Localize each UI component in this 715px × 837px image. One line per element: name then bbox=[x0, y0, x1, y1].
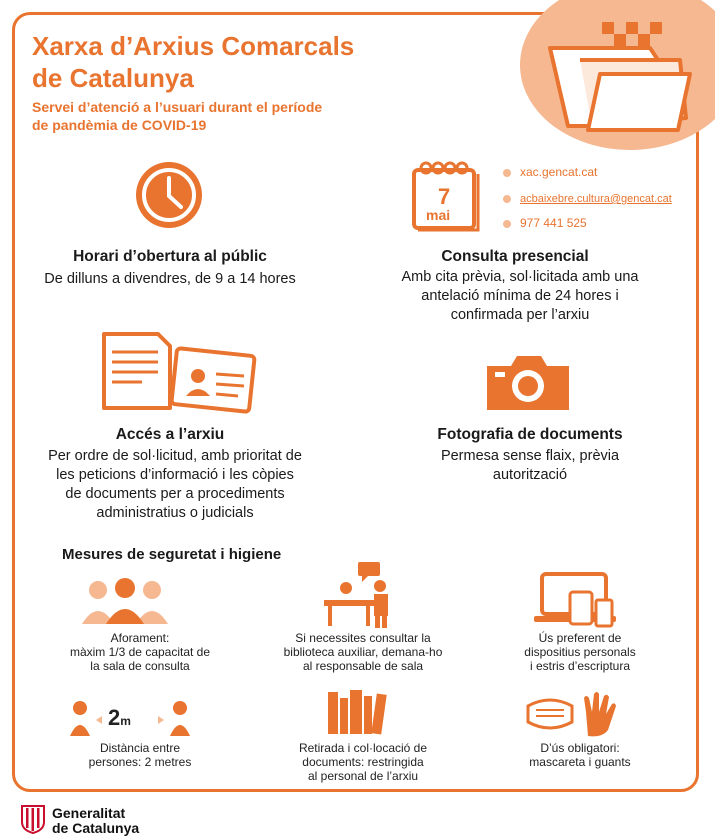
text-line: dispositius personals bbox=[524, 645, 636, 659]
title-line: de Catalunya bbox=[32, 63, 194, 93]
title-line: Xarxa d’Arxius Comarcals bbox=[32, 31, 355, 61]
calendar-month: mai bbox=[426, 207, 451, 223]
retirada-text bbox=[268, 741, 458, 783]
distance-number: 2 bbox=[108, 705, 121, 730]
calendar-icon bbox=[408, 160, 488, 235]
calendar-day: 7 bbox=[438, 184, 451, 209]
text-line: les peticions d’informació i les còpies bbox=[56, 467, 294, 483]
bullet-icon bbox=[503, 195, 511, 203]
generalitat-logo-icon bbox=[20, 804, 46, 834]
text-line: autorització bbox=[492, 467, 568, 483]
text-line: Si necessites consultar la bbox=[295, 631, 431, 645]
documents-id-icon bbox=[98, 330, 258, 415]
fotografia-title: Fotografia de documents bbox=[437, 426, 623, 443]
people-group-icon bbox=[82, 578, 168, 626]
text-line: documents: restringida bbox=[302, 755, 424, 769]
horari-text: De dilluns a divendres, de 9 a 14 hores bbox=[44, 271, 296, 287]
consulta-title: Consulta presencial bbox=[441, 248, 589, 265]
clock-icon bbox=[134, 160, 204, 230]
subtitle-line: Servei d’atenció a l’usuari durant el període bbox=[32, 99, 323, 115]
mascareta-text bbox=[490, 741, 670, 769]
text-line: persones: 2 metres bbox=[88, 755, 192, 769]
acces-text bbox=[20, 447, 330, 523]
camera-icon bbox=[483, 352, 573, 412]
text-line: Retirada i col·locació de bbox=[298, 741, 428, 755]
text-line: Aforament: bbox=[110, 631, 170, 645]
text-line: i estris d’escriptura bbox=[529, 659, 631, 673]
aforament-text bbox=[50, 631, 230, 673]
text-line: Ús preferent de bbox=[538, 631, 622, 645]
distance-unit: m bbox=[120, 714, 131, 728]
contact-phone bbox=[503, 216, 587, 230]
text-line: D’ús obligatori: bbox=[540, 741, 620, 755]
mask-gloves-icon bbox=[524, 690, 634, 738]
subtitle-line: de pandèmia de COVID-19 bbox=[32, 117, 207, 133]
page-title bbox=[32, 30, 452, 94]
text-line: mascareta i guants bbox=[529, 755, 631, 769]
text-line: Per ordre de sol·licitud, amb prioritat de bbox=[48, 448, 302, 464]
website-text[interactable]: xac.gencat.cat bbox=[520, 165, 598, 179]
distancia-text bbox=[50, 741, 230, 769]
distance-value bbox=[108, 705, 131, 731]
fotografia-text bbox=[400, 447, 660, 485]
text-line: al responsable de sala bbox=[302, 659, 424, 673]
text-line: Distància entre bbox=[99, 741, 181, 755]
measures-title: Mesures de seguretat i higiene bbox=[62, 546, 282, 563]
consulta-text bbox=[380, 268, 660, 325]
biblioteca-text bbox=[268, 631, 458, 673]
text-line: Amb cita prèvia, sol·licitada amb una bbox=[401, 269, 639, 285]
devices-icon bbox=[532, 570, 618, 630]
text-line: confirmada per l’arxiu bbox=[450, 307, 590, 323]
logo-line: Generalitat bbox=[52, 805, 126, 821]
phone-text: 977 441 525 bbox=[520, 216, 587, 230]
bullet-icon bbox=[503, 220, 511, 228]
logo-line: de Catalunya bbox=[52, 820, 140, 836]
text-line: antelació mínima de 24 hores i bbox=[421, 288, 619, 304]
bullet-icon bbox=[503, 169, 511, 177]
generalitat-logo-text bbox=[52, 806, 139, 836]
text-line: administratius o judicials bbox=[96, 505, 254, 521]
contact-email[interactable] bbox=[503, 191, 672, 205]
librarian-icon bbox=[318, 560, 404, 630]
acces-title: Accés a l’arxiu bbox=[115, 426, 225, 443]
folder-icon bbox=[540, 8, 700, 138]
dispositius-text bbox=[490, 631, 670, 673]
text-line: màxim 1/3 de capacitat de bbox=[69, 645, 211, 659]
text-line: Permesa sense flaix, prèvia bbox=[440, 448, 620, 464]
horari-title: Horari d’obertura al públic bbox=[73, 248, 267, 265]
text-line: la sala de consulta bbox=[90, 659, 190, 673]
text-line: biblioteca auxiliar, demana-ho bbox=[283, 645, 443, 659]
contact-website[interactable] bbox=[503, 165, 597, 179]
text-line: al personal de l’arxiu bbox=[307, 769, 419, 783]
page-subtitle bbox=[32, 98, 392, 134]
books-icon bbox=[326, 688, 388, 736]
text-line: de documents per a procediments bbox=[65, 486, 285, 502]
email-link[interactable]: acbaixebre.cultura@gencat.cat bbox=[520, 193, 672, 205]
